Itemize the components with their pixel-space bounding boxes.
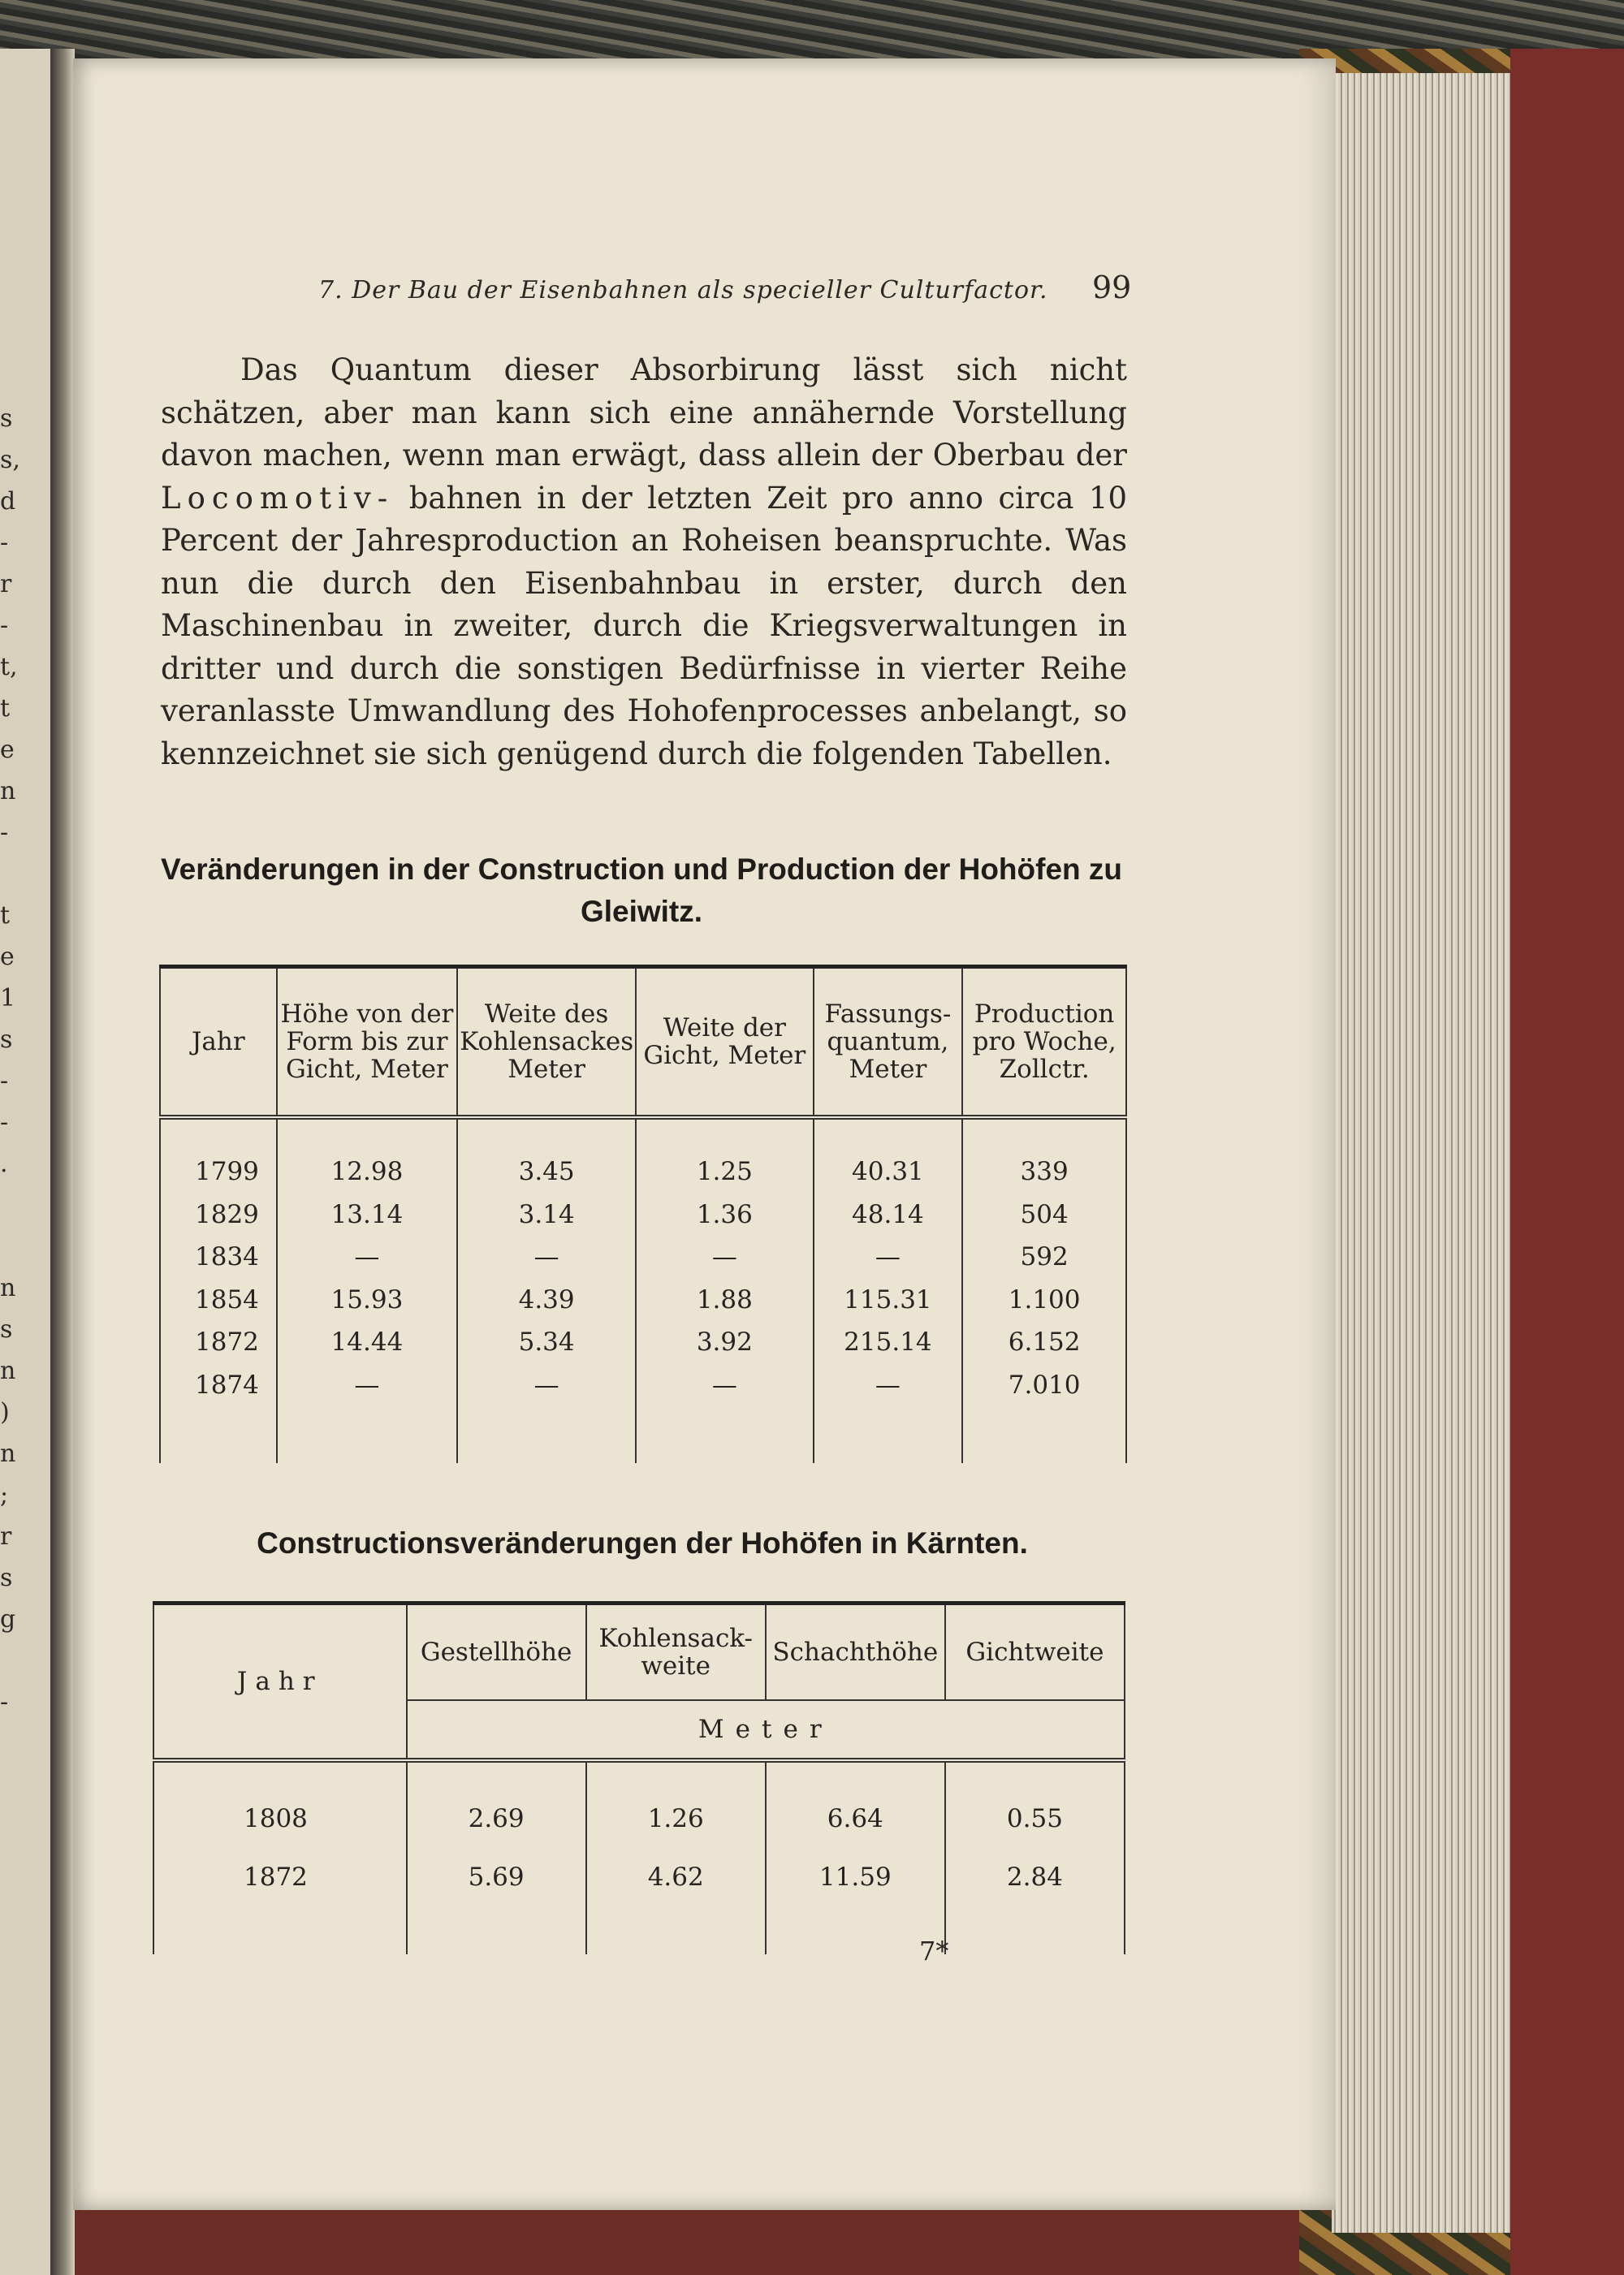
table-row	[160, 1194, 1126, 1237]
table-cell: —	[814, 1364, 963, 1464]
table-cell: 1854	[160, 1279, 277, 1322]
table-cell: —	[636, 1364, 813, 1464]
table-cell: 2.69	[407, 1760, 586, 1848]
paragraph-text-b: bahnen in der letzten Zeit pro anno circa 10 Percent der Jahresproduction an Roheisen beanspruchte. Was nun die durch den Eisenbahnbau in erster, durch den Maschinenbau in zweiter, durch die Kriegsverwaltungen in dritter und durch die sonstigen Bedürfnisse in vierter Reihe veranlasste Umwandlung des Hohofenprocesses anbelangt, so kennzeichnet sie sich genügend durch die folgenden Tabellen.	[161, 480, 1127, 771]
margin-letter	[0, 1640, 18, 1681]
table-cell: 11.59	[766, 1848, 945, 1954]
table1-col-throat-width: Weite der Gicht, Meter	[636, 967, 813, 1118]
table1-title: Veränderungen in der Construction und Production der Hohöfen zu Gleiwitz.	[160, 853, 1123, 928]
table-cell: 1872	[153, 1848, 407, 1954]
paragraph-text-a: Das Quantum dieser Absorbirung lässt sich nicht schätzen, aber man kann sich eine annähernde Vorstellung davon machen, wenn man erwägt, dass allein der Oberbau der	[161, 352, 1127, 473]
book-spine-band	[1510, 49, 1624, 2275]
table-cell: —	[457, 1364, 636, 1464]
table-row	[160, 1321, 1126, 1364]
table-row	[160, 1236, 1126, 1279]
table1-col-height: Höhe von der Form bis zur Gicht, Meter	[277, 967, 457, 1118]
margin-letter: g	[0, 1605, 16, 1634]
margin-letter: -	[0, 1688, 9, 1716]
margin-letter: s	[0, 404, 13, 433]
margin-letter: 1	[0, 984, 16, 1012]
table-cell: 12.98	[277, 1117, 457, 1194]
table-cell: 7.010	[962, 1364, 1126, 1464]
margin-letter: t	[0, 901, 11, 930]
margin-letter: e	[0, 943, 15, 971]
signature-mark: 7*	[919, 1936, 949, 1966]
table1-col-year: Jahr	[160, 967, 277, 1118]
table-cell: —	[636, 1236, 813, 1279]
table-cell: 1799	[160, 1117, 277, 1194]
table-cell: 3.92	[636, 1321, 813, 1364]
table-cell: 339	[962, 1117, 1126, 1194]
margin-letter: r	[0, 570, 12, 598]
table-cell: 4.39	[457, 1279, 636, 1322]
table2-col-year: Jahr	[153, 1604, 407, 1761]
page-edges	[1332, 73, 1510, 2233]
table-cell: 6.152	[962, 1321, 1126, 1364]
margin-letter: ;	[0, 1481, 9, 1509]
margin-letter: n	[0, 1274, 16, 1302]
table-cell: 0.55	[945, 1760, 1125, 1848]
table-cell: —	[457, 1236, 636, 1279]
table-cell: —	[277, 1364, 457, 1464]
margin-letter: -	[0, 529, 9, 557]
table-cell: —	[814, 1236, 963, 1279]
margin-letter: )	[0, 1398, 10, 1427]
table-cell: 5.34	[457, 1321, 636, 1364]
table-cell: 115.31	[814, 1279, 963, 1322]
table1-col-production: Production pro Woche, Zollctr.	[962, 967, 1126, 1118]
margin-letter: n	[0, 1357, 16, 1385]
margin-letter: s	[0, 1315, 13, 1344]
table-cell: 1.88	[636, 1279, 813, 1322]
table2-title: Constructionsveränderungen der Hohöfen in Kärnten.	[257, 1526, 1028, 1560]
table-cell: 592	[962, 1236, 1126, 1279]
margin-letter	[0, 853, 18, 895]
table-cell: 504	[962, 1194, 1126, 1237]
margin-letter: d	[0, 487, 16, 516]
table-row	[153, 1848, 1125, 1954]
table1-col-capacity: Fassungs-quantum, Meter	[814, 967, 963, 1118]
table-row	[153, 1760, 1125, 1848]
table-cell: 1808	[153, 1760, 407, 1848]
margin-letter: s	[0, 1564, 13, 1592]
table-cell: 5.69	[407, 1848, 586, 1954]
table-cell: 48.14	[814, 1194, 963, 1237]
table-cell: 40.31	[814, 1117, 963, 1194]
table-cell: 1829	[160, 1194, 277, 1237]
table-cell: 15.93	[277, 1279, 457, 1322]
table-cell: 215.14	[814, 1321, 963, 1364]
table2-col-throat-width: Gichtweite	[945, 1604, 1125, 1701]
book-gutter	[50, 49, 75, 2275]
margin-letter: -	[0, 1067, 9, 1095]
kaernten-table	[153, 1601, 1125, 1954]
running-header: 7. Der Bau der Eisenbahnen als specieller Culturfactor.	[318, 276, 1048, 304]
table1-col-bosh-width: Weite des Kohlensackes Meter	[457, 967, 636, 1118]
margin-letter: s	[0, 1025, 13, 1054]
gleiwitz-table	[159, 965, 1127, 1463]
margin-letter: s,	[0, 446, 20, 474]
left-page-edge	[0, 49, 50, 2275]
margin-letter: -	[0, 611, 9, 640]
margin-letter: -	[0, 818, 9, 847]
left-margin-letters	[0, 398, 18, 1723]
table-cell: 1874	[160, 1364, 277, 1464]
paragraph-text-spaced: Locomotiv-	[161, 480, 395, 516]
table-cell: 14.44	[277, 1321, 457, 1364]
table-cell: 1.100	[962, 1279, 1126, 1322]
table-row	[160, 1279, 1126, 1322]
table-cell: 1872	[160, 1321, 277, 1364]
margin-letter: t	[0, 694, 11, 723]
margin-letter: .	[0, 1150, 8, 1178]
table-cell: 1.25	[636, 1117, 813, 1194]
table-cell: 13.14	[277, 1194, 457, 1237]
margin-letter	[0, 1226, 18, 1267]
table2-unit-label: Meter	[407, 1700, 1125, 1760]
table2-col-bosh-width: Kohlensack-weite	[586, 1604, 766, 1701]
margin-letter	[0, 1185, 18, 1226]
table-cell: 3.45	[457, 1117, 636, 1194]
margin-letter: -	[0, 1108, 9, 1137]
page-number: 99	[1092, 270, 1132, 305]
table-cell: —	[277, 1236, 457, 1279]
table-cell: 4.62	[586, 1848, 766, 1954]
table-row	[160, 1117, 1126, 1194]
table2-col-shaft-height: Schachthöhe	[766, 1604, 945, 1701]
margin-letter: n	[0, 777, 16, 805]
table-row	[160, 1364, 1126, 1464]
table-cell: 6.64	[766, 1760, 945, 1848]
body-paragraph	[161, 349, 1127, 775]
table-cell: 1.26	[586, 1760, 766, 1848]
table-cell: 2.84	[945, 1848, 1125, 1954]
table2-col-hearth-height: Gestellhöhe	[407, 1604, 586, 1701]
margin-letter: n	[0, 1440, 16, 1468]
margin-letter: e	[0, 736, 15, 764]
table-cell: 1834	[160, 1236, 277, 1279]
table1-header-row	[160, 967, 1126, 1118]
table2-header-row	[153, 1604, 1125, 1701]
table-cell: 3.14	[457, 1194, 636, 1237]
table-cell: 1.36	[636, 1194, 813, 1237]
margin-letter: t,	[0, 653, 18, 681]
margin-letter: r	[0, 1522, 12, 1551]
